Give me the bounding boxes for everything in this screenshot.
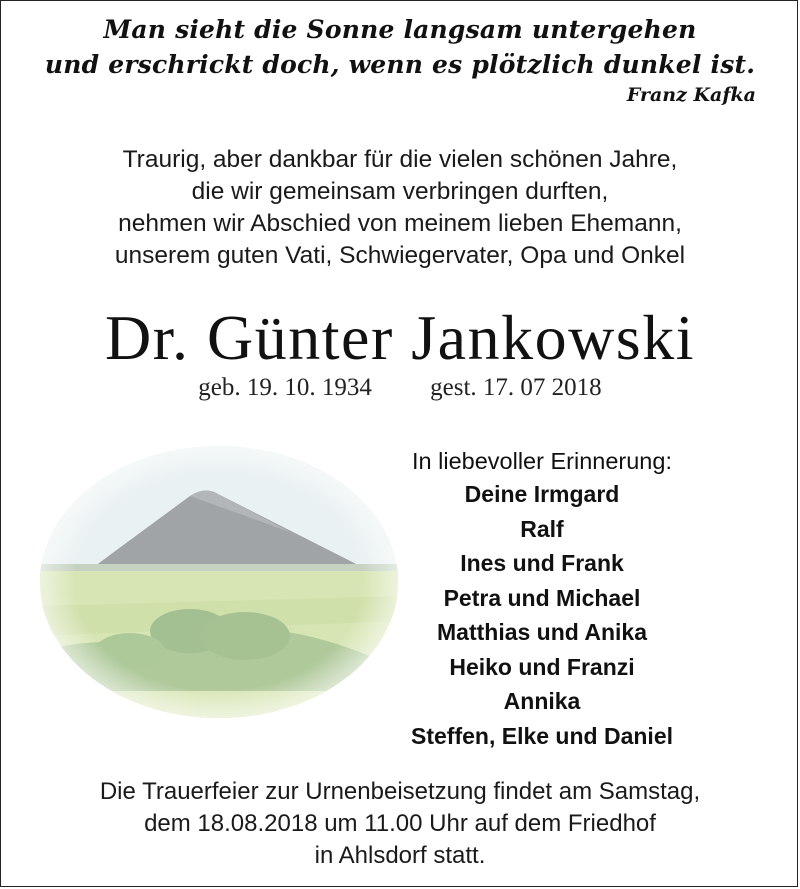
deceased-name: Dr. Günter Jankowski xyxy=(105,302,695,373)
ceremony-line: in Ahlsdorf statt. xyxy=(314,842,486,869)
mourner-name: Deine Irmgard xyxy=(464,481,620,507)
quote-author: Franz Kafka xyxy=(626,84,756,106)
intro-text xyxy=(20,144,780,272)
mourner-name: Steffen, Elke und Daniel xyxy=(411,722,673,749)
quote-line: und erschrickt doch, wenn es plötzlich dunkel ist. xyxy=(44,50,756,79)
intro-line: die wir gemeinsam verbringen durften, xyxy=(191,178,609,205)
mourners-block xyxy=(372,445,712,753)
mourner-name: Petra und Michael xyxy=(443,584,641,611)
intro-line: nehmen wir Abschied von meinem lieben Ehemann, xyxy=(118,210,682,237)
mourner-name: Annika xyxy=(503,688,581,714)
intro-line: unserem guten Vati, Schwiegervater, Opa und Onkel xyxy=(114,242,686,269)
intro-line: Traurig, aber dankbar für die vielen schönen Jahre, xyxy=(122,146,678,173)
death-date: gest. 17. 07 2018 xyxy=(430,374,602,401)
mourner-name: Ines und Frank xyxy=(460,550,624,576)
birth-date: geb. 19. 10. 1934 xyxy=(198,374,372,401)
quote-block xyxy=(20,12,780,108)
ceremony-line: dem 18.08.2018 um 11.00 Uhr auf dem Friedhof xyxy=(144,810,656,837)
mourner-name: Heiko und Franzi xyxy=(449,653,635,680)
mourner-name: Matthias und Anika xyxy=(437,619,647,645)
mourner-name: Ralf xyxy=(520,515,564,542)
quote-line: Man sieht die Sonne langsam untergehen xyxy=(103,15,697,44)
landscape-photo xyxy=(40,446,398,718)
mourners-lead: In liebevoller Erinnerung: xyxy=(412,448,672,474)
ceremony-line: Die Trauerfeier zur Urnenbeisetzung findet am Samstag, xyxy=(99,778,701,805)
ceremony-info xyxy=(20,776,780,872)
life-dates xyxy=(0,372,800,404)
